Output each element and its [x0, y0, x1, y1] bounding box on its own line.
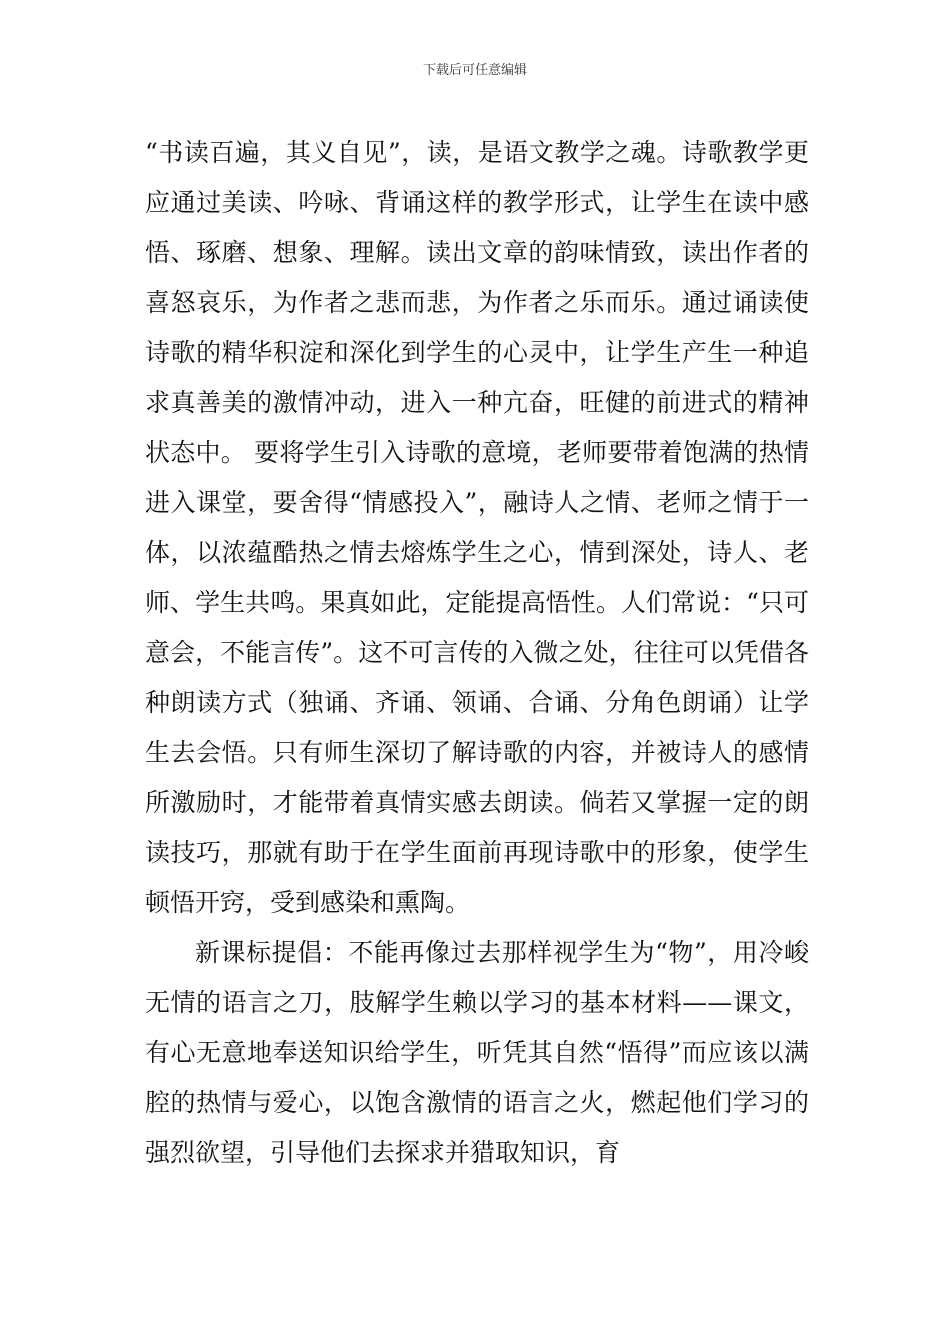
page-header: 下载后可任意编辑	[422, 63, 527, 78]
paragraph-new-curriculum: 新课标提倡：不能再像过去那样视学生为“物”，用冷峻无情的语言之刀，肢解学生赖以学习的基本材料——课文，有心无意地奉送知识给学生，听凭其自然“悟得”而应该以满腔的热情与爱心，以饱含激情的语言之火，燃起他们学习的强烈欲望，引导他们去探求并猎取知识，育	[145, 938, 809, 1167]
paragraph-reading-soul: “书读百遍，其义自见”，读，是语文教学之魂。诗歌教学更应通过美读、吟咏、背诵这样的教学形式，让学生在读中感悟、琢磨、想象、理解。读出文章的韵味情致，读出作者的喜怒哀乐，为作者之悲而悲，为作者之乐而乐。通过诵读使诗歌的精华积淀和深化到学生的心灵中，让学生产生一种追求真善美的激情冲动，进入一种亢奋，旺健的前进式的精神状态中。 要将学生引入诗歌的意境，老师要带着饱满的热情进入课堂，要舍得“情感投入”，融诗人之情、老师之情于一体，以浓蕴酷热之情去熔炼学生之心，情到深处，诗人、老师、学生共鸣。果真如此，定能提高悟性。人们常说：“只可意会，不能言传”。这不可言传的入微之处，往往可以凭借各种朗读方式（独诵、齐诵、领诵、合诵、分角色朗诵）让学生去会悟。只有师生深切了解诗歌的内容，并被诗人的感情所激励时，才能带着真情实感去朗读。倘若又掌握一定的朗读技巧，那就有助于在学生面前再现诗歌中的形象，使学生顿悟开窍，受到感染和熏陶。	[145, 138, 809, 917]
document-body	[145, 128, 809, 1178]
